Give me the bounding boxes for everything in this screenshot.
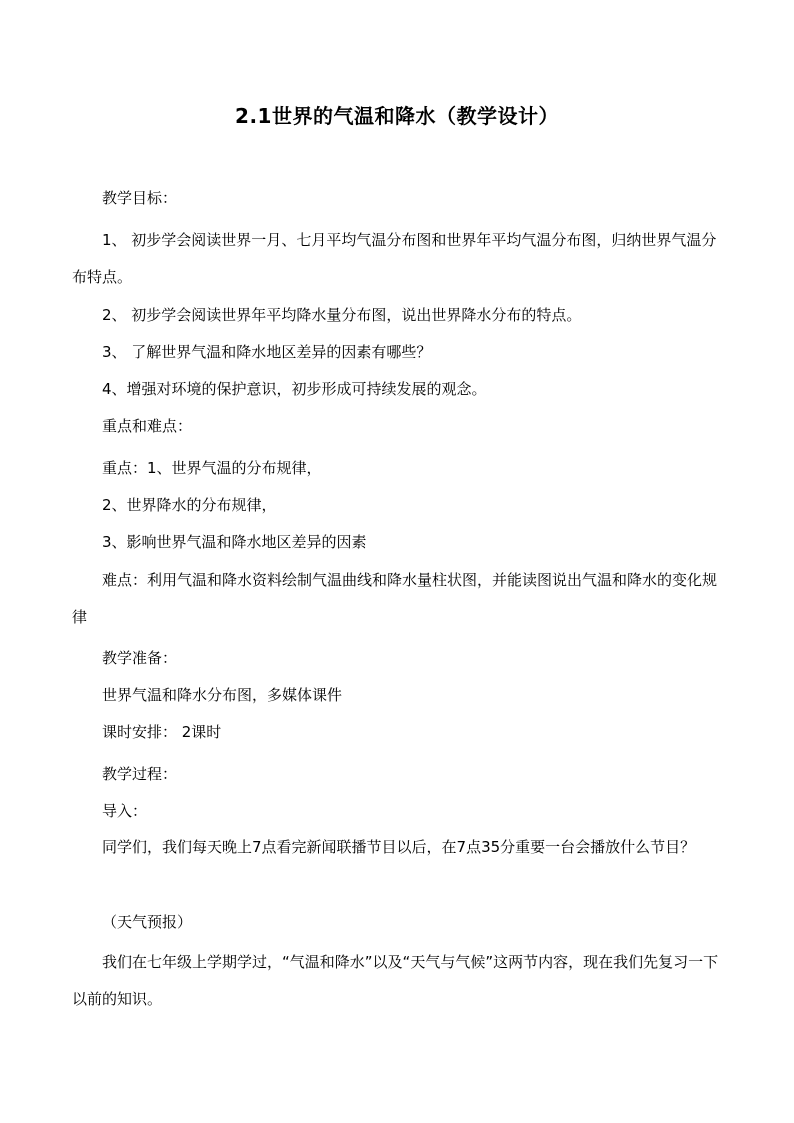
paragraph-intro-answer: （天气预报）	[102, 913, 193, 931]
paragraph-preparation: 世界气温和降水分布图，多媒体课件	[102, 686, 343, 704]
paragraph-key-point-2: 2、世界降水的分布规律，	[102, 496, 277, 514]
paragraph-key-points-heading: 重点和难点：	[102, 417, 193, 435]
paragraph-schedule: 课时安排： 2课时	[102, 723, 222, 741]
paragraph-key-point-1: 重点：1、世界气温的分布规律，	[102, 459, 322, 477]
paragraph-objective-3: 3、 了解世界气温和降水地区差异的因素有哪些？	[102, 343, 432, 361]
paragraph-intro-heading: 导入：	[102, 802, 148, 820]
paragraph-preparation-heading: 教学准备：	[102, 649, 178, 667]
paragraph-difficulty: 难点：利用气温和降水资料绘制气温曲线和降水量柱状图，并能读图说出气温和降水的变化规律	[72, 571, 718, 626]
paragraph-objective-1: 1、 初步学会阅读世界一月、七月平均气温分布图和世界年平均气温分布图，归纳世界气温分布特点。	[72, 231, 717, 286]
paragraph-key-point-3: 3、影响世界气温和降水地区差异的因素	[102, 533, 367, 551]
paragraph-objective-2: 2、 初步学会阅读世界年平均降水量分布图，说出世界降水分布的特点。	[102, 306, 582, 324]
paragraph-process-heading: 教学过程：	[102, 765, 178, 783]
paragraph-review: 我们在七年级上学期学过，“气温和降水”以及“天气与气候”这两节内容，现在我们先复习一下以前的知识。	[72, 953, 719, 1008]
paragraph-intro-question: 同学们，我们每天晚上7点看完新闻联播节目以后，在7点35分重要一台会播放什么节目？	[102, 838, 696, 856]
paragraph-objectives-heading: 教学目标：	[102, 189, 178, 207]
document-title: 2.1世界的气温和降水（教学设计）	[235, 104, 559, 128]
paragraph-objective-4: 4、增强对环境的保护意识，初步形成可持续发展的观念。	[102, 380, 487, 398]
